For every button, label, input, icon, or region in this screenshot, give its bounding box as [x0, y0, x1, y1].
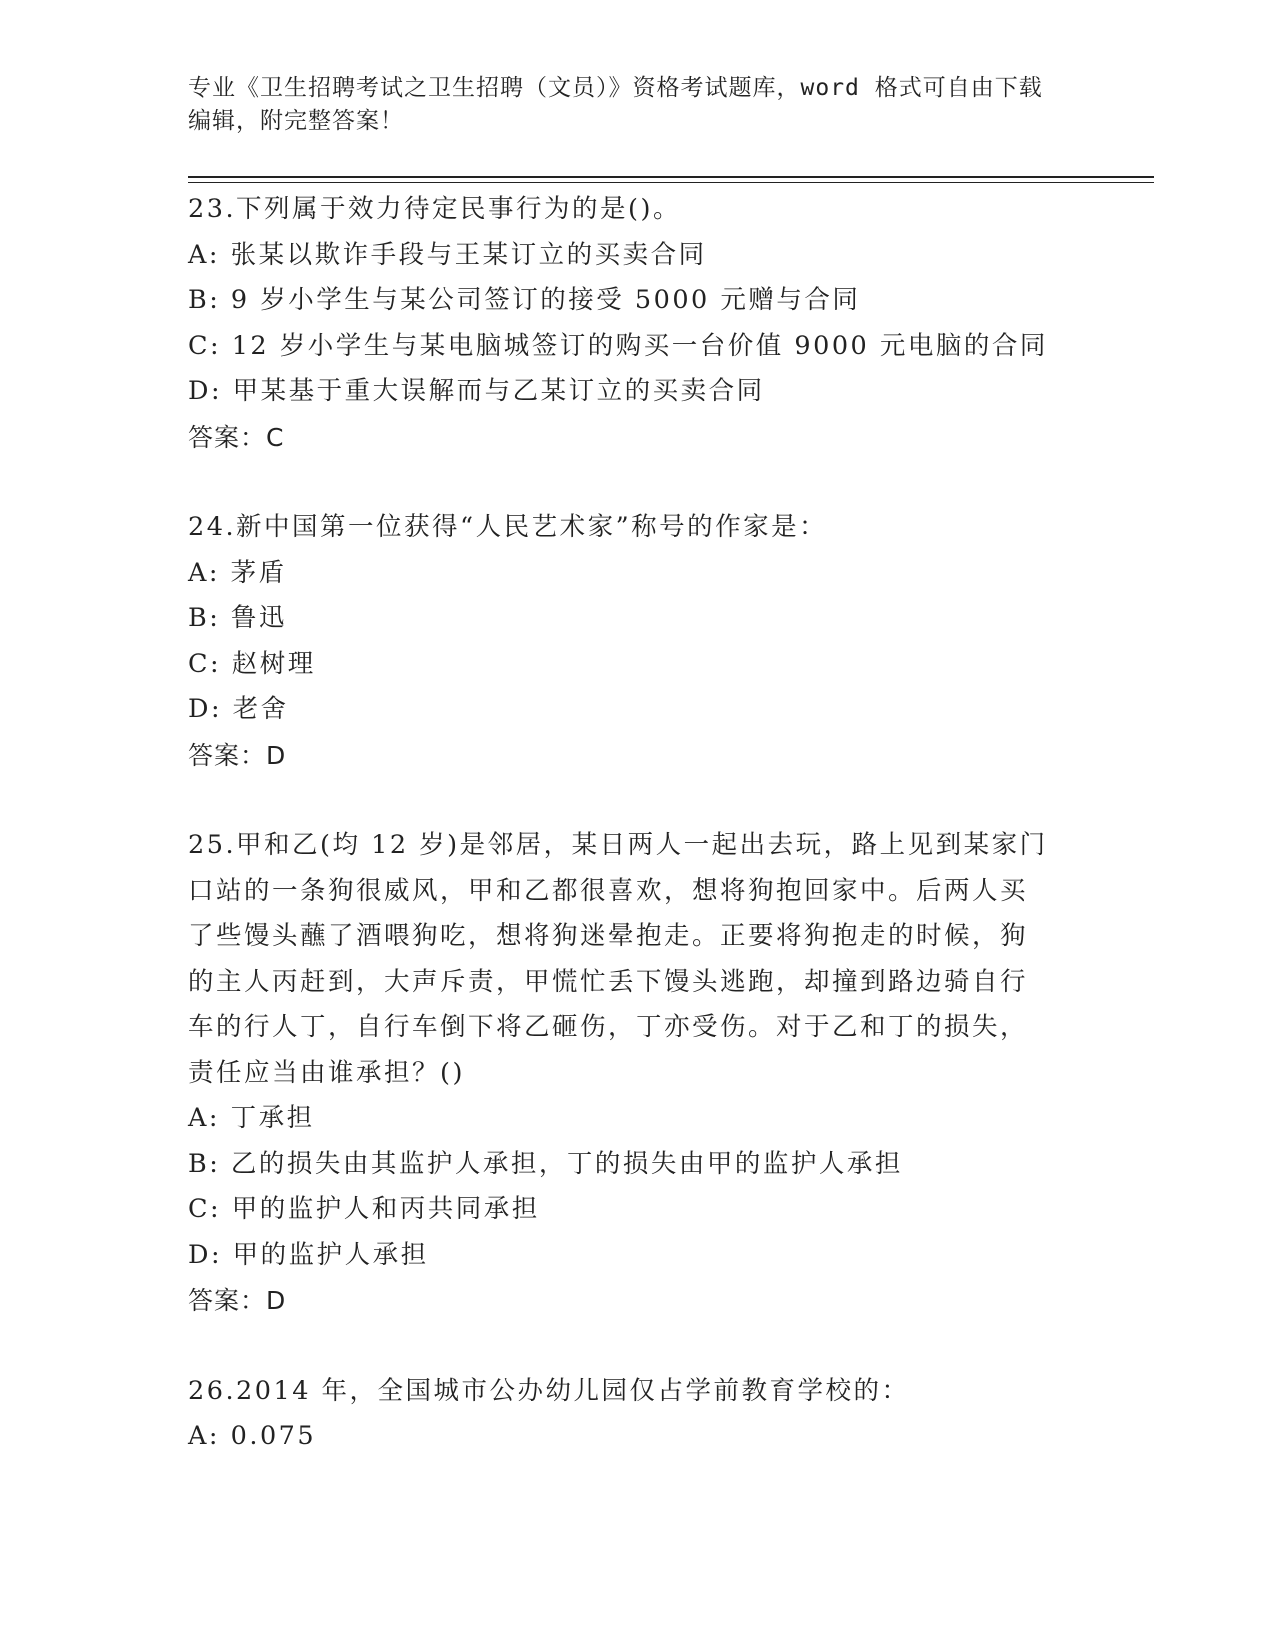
option-d: D: 甲的监护人承担	[188, 1239, 429, 1270]
question-stem-line: 了些馒头蘸了酒喂狗吃，想将狗迷晕抱走。正要将狗抱走的时候，狗	[188, 921, 1029, 951]
option-b: B: 9 岁小学生与某公司签订的接受 5000 元赠与合同	[188, 285, 861, 315]
question-stem	[188, 505, 1068, 551]
question-25	[188, 823, 1088, 1324]
question-stem-line: 24.新中国第一位获得“人民艺术家”称号的作家是：	[188, 512, 828, 542]
question-stem-line: 责任应当由谁承担？()	[188, 1057, 465, 1088]
question-stem-line: 26.2014 年，全国城市公办幼儿园仅占学前教育学校的：	[188, 1375, 910, 1406]
question-stem-line: 23.下列属于效力待定民事行为的是()。	[188, 194, 681, 224]
question-23	[188, 187, 1088, 460]
option-a: A: 张某以欺诈手段与王某订立的买卖合同	[188, 239, 707, 270]
question-stem-line: 的主人丙赶到，大声斥责，甲慌忙丢下馒头逃跑，却撞到路边骑自行	[188, 966, 1029, 997]
option-b: B: 鲁迅	[188, 603, 287, 633]
question-stem	[188, 823, 1068, 1096]
header-line-1: 专业《卫生招聘考试之卫生招聘（文员）》资格考试题库，word 格式可自由下载	[188, 75, 1043, 101]
question-stem-line: 口站的一条狗很威风，甲和乙都很喜欢，想将狗抱回家中。后两人买	[188, 875, 1029, 906]
header-divider-thick	[188, 176, 1154, 178]
answer-line: 答案：C	[188, 422, 285, 452]
option-c: C: 12 岁小学生与某电脑城签订的购买一台价值 9000 元电脑的合同	[188, 330, 1048, 361]
question-stem-line: 25.甲和乙(均 12 岁)是邻居，某日两人一起出去玩，路上见到某家门	[188, 830, 1048, 860]
answer-line: 答案：D	[188, 740, 287, 770]
option-d: D: 老舍	[188, 694, 289, 724]
answer-line: 答案：D	[188, 1286, 287, 1315]
option-c: C: 甲的监护人和丙共同承担	[188, 1194, 540, 1224]
question-stem-line: 车的行人丁，自行车倒下将乙砸伤，丁亦受伤。对于乙和丁的损失，	[188, 1012, 1029, 1042]
option-a: A: 0.075	[188, 1421, 317, 1451]
question-24	[188, 505, 1088, 778]
option-b: B: 乙的损失由其监护人承担，丁的损失由甲的监护人承担	[188, 1148, 903, 1179]
header-line-2: 编辑，附完整答案！	[188, 108, 404, 134]
header-divider-thin	[188, 182, 1154, 183]
question-stem	[188, 1369, 1068, 1415]
option-d: D: 甲某基于重大误解而与乙某订立的买卖合同	[188, 376, 765, 406]
question-26	[188, 1369, 1088, 1460]
question-list	[188, 187, 1088, 1460]
option-a: A: 丁承担	[188, 1103, 315, 1133]
question-stem	[188, 187, 1068, 233]
option-c: C: 赵树理	[188, 648, 316, 679]
document-header	[188, 72, 1088, 138]
option-a: A: 茅盾	[188, 557, 287, 588]
